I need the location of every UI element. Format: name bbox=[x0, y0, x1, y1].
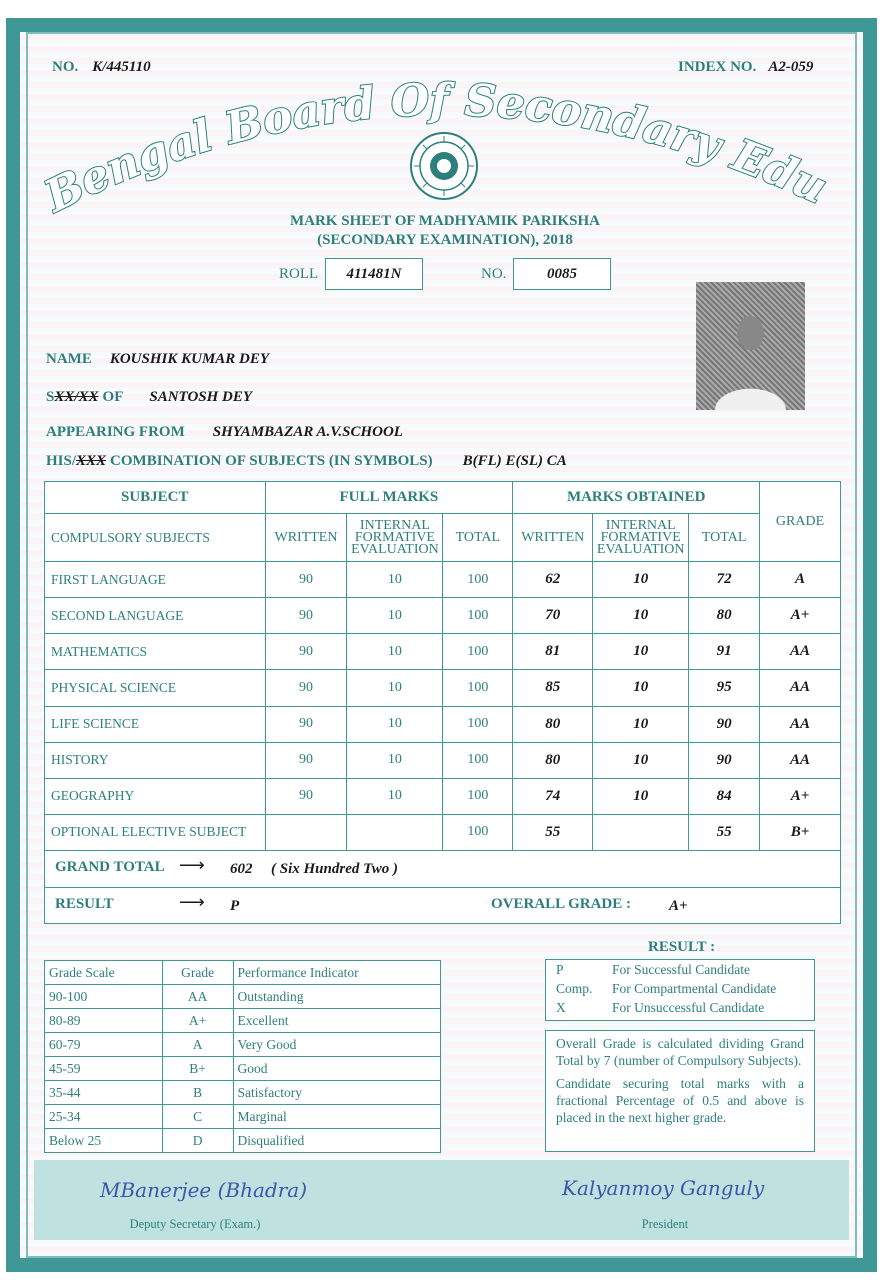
obtained-written-cell: 81 bbox=[513, 634, 593, 670]
obtained-written-cell: 74 bbox=[513, 778, 593, 814]
scale-grade: A bbox=[162, 1033, 233, 1057]
full-internal-cell: 10 bbox=[347, 634, 443, 670]
table-row bbox=[45, 634, 841, 670]
combination-label-prefix: HIS/ bbox=[46, 453, 77, 469]
legend-text: For Unsuccessful Candidate bbox=[612, 1000, 765, 1015]
header-full-marks: FULL MARKS bbox=[265, 482, 513, 514]
full-total-cell: 100 bbox=[443, 598, 513, 634]
roll-label: ROLL bbox=[279, 266, 319, 282]
full-total-cell: 100 bbox=[443, 670, 513, 706]
table-row bbox=[45, 562, 841, 598]
full-total-cell: 100 bbox=[443, 562, 513, 598]
obtained-written-cell: 85 bbox=[513, 670, 593, 706]
subject-cell: SECOND LANGUAGE bbox=[45, 598, 266, 634]
grade-cell: AA bbox=[760, 670, 841, 706]
board-name-text: Bengal Board Of Secondary Edu bbox=[40, 74, 835, 220]
obtained-internal-cell bbox=[593, 814, 689, 850]
subject-cell: OPTIONAL ELECTIVE SUBJECT bbox=[45, 814, 266, 850]
list-item bbox=[45, 1057, 441, 1081]
scale-grade: A+ bbox=[162, 1009, 233, 1033]
subject-cell: GEOGRAPHY bbox=[45, 778, 266, 814]
header-full-total: TOTAL bbox=[443, 514, 513, 562]
grade-scale-header bbox=[45, 961, 441, 985]
legend-text: For Successful Candidate bbox=[612, 962, 750, 977]
scale-range: 35-44 bbox=[45, 1081, 163, 1105]
scale-indicator: Satisfactory bbox=[233, 1081, 440, 1105]
grade-cell: AA bbox=[760, 634, 841, 670]
obtained-total-cell: 72 bbox=[689, 562, 760, 598]
scale-range: 45-59 bbox=[45, 1057, 163, 1081]
table-row bbox=[45, 778, 841, 814]
scale-range: 90-100 bbox=[45, 985, 163, 1009]
header-obt-internal-3: EVALUATION bbox=[596, 541, 685, 557]
obtained-total-cell: 80 bbox=[689, 598, 760, 634]
obtained-internal-cell: 10 bbox=[593, 670, 689, 706]
grading-notes bbox=[545, 1030, 815, 1152]
table-header-row-2 bbox=[45, 514, 841, 562]
serial-value: K/445110 bbox=[92, 59, 151, 75]
header-obt-internal-2: FORMATIVE bbox=[600, 529, 681, 545]
overall-grade-label: OVERALL GRADE : bbox=[491, 896, 632, 912]
grand-total-bar bbox=[44, 851, 841, 888]
combination-value: B(FL) E(SL) CA bbox=[462, 453, 567, 469]
header-grade-scale: Grade Scale bbox=[45, 961, 163, 985]
index-value: A2-059 bbox=[768, 59, 814, 75]
scale-indicator: Disqualified bbox=[233, 1129, 440, 1153]
relation-label-prefix: S bbox=[46, 389, 55, 405]
overall-grade-value: A+ bbox=[669, 898, 688, 914]
header-compulsory: COMPULSORY SUBJECTS bbox=[45, 514, 266, 562]
header-obt-internal bbox=[593, 514, 689, 562]
obtained-total-cell: 90 bbox=[689, 706, 760, 742]
scale-indicator: Outstanding bbox=[233, 985, 440, 1009]
combination-label-suffix: COMBINATION OF SUBJECTS (IN SYMBOLS) bbox=[110, 453, 433, 469]
combination-label-struck: XXX bbox=[76, 453, 107, 469]
table-row bbox=[45, 598, 841, 634]
obtained-internal-cell: 10 bbox=[593, 706, 689, 742]
obtained-internal-cell: 10 bbox=[593, 634, 689, 670]
legend-code: P bbox=[556, 962, 564, 977]
obtained-total-cell: 91 bbox=[689, 634, 760, 670]
full-total-cell: 100 bbox=[443, 814, 513, 850]
result-bar bbox=[44, 888, 841, 924]
list-item bbox=[45, 1033, 441, 1057]
full-internal-cell bbox=[347, 814, 443, 850]
scale-range: 60-79 bbox=[45, 1033, 163, 1057]
list-item bbox=[45, 1105, 441, 1129]
index-label: INDEX NO. bbox=[678, 59, 757, 75]
header-full-internal-2: FORMATIVE bbox=[354, 529, 435, 545]
header-full-written: WRITTEN bbox=[265, 514, 347, 562]
relation-value: SANTOSH DEY bbox=[149, 389, 253, 405]
full-written-cell bbox=[265, 814, 347, 850]
grand-total-label: GRAND TOTAL bbox=[55, 859, 165, 875]
subject-cell: LIFE SCIENCE bbox=[45, 706, 266, 742]
subject-cell: FIRST LANGUAGE bbox=[45, 562, 266, 598]
table-row bbox=[45, 670, 841, 706]
obtained-internal-cell: 10 bbox=[593, 598, 689, 634]
obtained-total-cell: 55 bbox=[689, 814, 760, 850]
scale-grade: D bbox=[162, 1129, 233, 1153]
full-written-cell: 90 bbox=[265, 562, 347, 598]
scale-indicator: Marginal bbox=[233, 1105, 440, 1129]
sheet-title bbox=[180, 212, 710, 250]
scale-grade: C bbox=[162, 1105, 233, 1129]
header-obt-total: TOTAL bbox=[689, 514, 760, 562]
list-item bbox=[45, 1081, 441, 1105]
marks-table bbox=[44, 481, 841, 851]
subject-cell: MATHEMATICS bbox=[45, 634, 266, 670]
legend-code: Comp. bbox=[556, 981, 593, 996]
scale-range: Below 25 bbox=[45, 1129, 163, 1153]
obtained-internal-cell: 10 bbox=[593, 742, 689, 778]
arrow-right-icon: ⟶ bbox=[179, 892, 205, 912]
grade-cell: AA bbox=[760, 706, 841, 742]
grade-cell: AA bbox=[760, 742, 841, 778]
relation-row bbox=[46, 388, 252, 406]
grand-total-words: ( Six Hundred Two ) bbox=[271, 861, 398, 877]
table-row bbox=[45, 706, 841, 742]
full-internal-cell: 10 bbox=[347, 598, 443, 634]
obtained-written-cell: 80 bbox=[513, 706, 593, 742]
scale-range: 25-34 bbox=[45, 1105, 163, 1129]
result-legend bbox=[545, 959, 815, 1021]
obtained-written-cell: 62 bbox=[513, 562, 593, 598]
obtained-written-cell: 80 bbox=[513, 742, 593, 778]
header-full-internal-1: INTERNAL bbox=[359, 517, 430, 533]
sheet-title-line2: (SECONDARY EXAMINATION), 2018 bbox=[317, 232, 573, 248]
result-value: P bbox=[230, 898, 240, 914]
note-rounding: Candidate securing total marks with a fractional Percentage of 0.5 and above is placed in the next higher grade. bbox=[556, 1076, 804, 1125]
scale-indicator: Excellent bbox=[233, 1009, 440, 1033]
obtained-written-cell: 70 bbox=[513, 598, 593, 634]
obtained-internal-cell: 10 bbox=[593, 778, 689, 814]
grade-cell: B+ bbox=[760, 814, 841, 850]
full-total-cell: 100 bbox=[443, 778, 513, 814]
scale-range: 80-89 bbox=[45, 1009, 163, 1033]
school-row bbox=[46, 423, 403, 441]
right-signature-title: President bbox=[641, 1217, 689, 1231]
sheet-title-line1: MARK SHEET OF MADHYAMIK PARIKSHA bbox=[289, 213, 601, 229]
full-written-cell: 90 bbox=[265, 598, 347, 634]
serial-label: NO. bbox=[52, 59, 79, 75]
full-total-cell: 100 bbox=[443, 634, 513, 670]
legend-code: X bbox=[556, 1000, 566, 1015]
combination-row bbox=[46, 452, 567, 470]
full-internal-cell: 10 bbox=[347, 742, 443, 778]
name-label: NAME bbox=[46, 351, 92, 367]
header-marks-obtained: MARKS OBTAINED bbox=[513, 482, 760, 514]
grade-cell: A+ bbox=[760, 778, 841, 814]
name-row bbox=[46, 350, 269, 368]
full-internal-cell: 10 bbox=[347, 706, 443, 742]
board-seal-icon bbox=[409, 131, 479, 201]
subject-cell: HISTORY bbox=[45, 742, 266, 778]
full-total-cell: 100 bbox=[443, 742, 513, 778]
scale-indicator: Good bbox=[233, 1057, 440, 1081]
subject-cell: PHYSICAL SCIENCE bbox=[45, 670, 266, 706]
relation-label-struck: XX/XX bbox=[54, 389, 99, 405]
header-performance: Performance Indicator bbox=[233, 961, 440, 985]
note-overall-grade: Overall Grade is calculated dividing Grand Total by 7 (number of Compulsory Subjects). bbox=[556, 1036, 804, 1068]
header-full-internal-3: EVALUATION bbox=[351, 541, 439, 557]
header-full-internal bbox=[347, 514, 443, 562]
candidate-photo bbox=[696, 282, 805, 410]
full-internal-cell: 10 bbox=[347, 670, 443, 706]
list-item bbox=[45, 1009, 441, 1033]
roll-no-label: NO. bbox=[481, 266, 507, 282]
full-written-cell: 90 bbox=[265, 634, 347, 670]
school-label: APPEARING FROM bbox=[46, 424, 185, 440]
result-legend-title: RESULT : bbox=[648, 939, 716, 955]
full-written-cell: 90 bbox=[265, 742, 347, 778]
left-signature-title: Deputy Secretary (Exam.) bbox=[129, 1217, 261, 1231]
relation-label-suffix: OF bbox=[102, 389, 124, 405]
legend-text: For Compartmental Candidate bbox=[612, 981, 777, 996]
header-grade: Grade bbox=[162, 961, 233, 985]
obtained-internal-cell: 10 bbox=[593, 562, 689, 598]
left-signature: MBanerjee (Bhadra) bbox=[100, 1178, 308, 1202]
scale-grade: B bbox=[162, 1081, 233, 1105]
scale-grade: AA bbox=[162, 985, 233, 1009]
grade-scale-table bbox=[44, 960, 441, 1153]
scale-indicator: Very Good bbox=[233, 1033, 440, 1057]
obtained-written-cell: 55 bbox=[513, 814, 593, 850]
list-item bbox=[45, 985, 441, 1009]
header-subject: SUBJECT bbox=[45, 482, 266, 514]
name-value: KOUSHIK KUMAR DEY bbox=[109, 351, 270, 367]
table-row bbox=[45, 814, 841, 850]
full-written-cell: 90 bbox=[265, 706, 347, 742]
grade-cell: A bbox=[760, 562, 841, 598]
full-written-cell: 90 bbox=[265, 670, 347, 706]
obtained-total-cell: 95 bbox=[689, 670, 760, 706]
obtained-total-cell: 84 bbox=[689, 778, 760, 814]
roll-no-value: 0085 bbox=[513, 258, 611, 290]
table-header-row-1 bbox=[45, 482, 841, 514]
header-obt-written: WRITTEN bbox=[513, 514, 593, 562]
header-grade: GRADE bbox=[760, 482, 841, 562]
school-value: SHYAMBAZAR A.V.SCHOOL bbox=[212, 424, 403, 440]
full-internal-cell: 10 bbox=[347, 778, 443, 814]
obtained-total-cell: 90 bbox=[689, 742, 760, 778]
table-row bbox=[45, 742, 841, 778]
full-internal-cell: 10 bbox=[347, 562, 443, 598]
header-obt-internal-1: INTERNAL bbox=[605, 517, 676, 533]
list-item bbox=[45, 1129, 441, 1153]
full-written-cell: 90 bbox=[265, 778, 347, 814]
arrow-right-icon: ⟶ bbox=[179, 855, 205, 875]
grand-total-value: 602 bbox=[230, 861, 253, 877]
roll-value: 411481N bbox=[325, 258, 423, 290]
scale-grade: B+ bbox=[162, 1057, 233, 1081]
full-total-cell: 100 bbox=[443, 706, 513, 742]
result-label: RESULT bbox=[55, 896, 114, 912]
right-signature: Kalyanmoy Ganguly bbox=[562, 1176, 765, 1200]
grade-cell: A+ bbox=[760, 598, 841, 634]
